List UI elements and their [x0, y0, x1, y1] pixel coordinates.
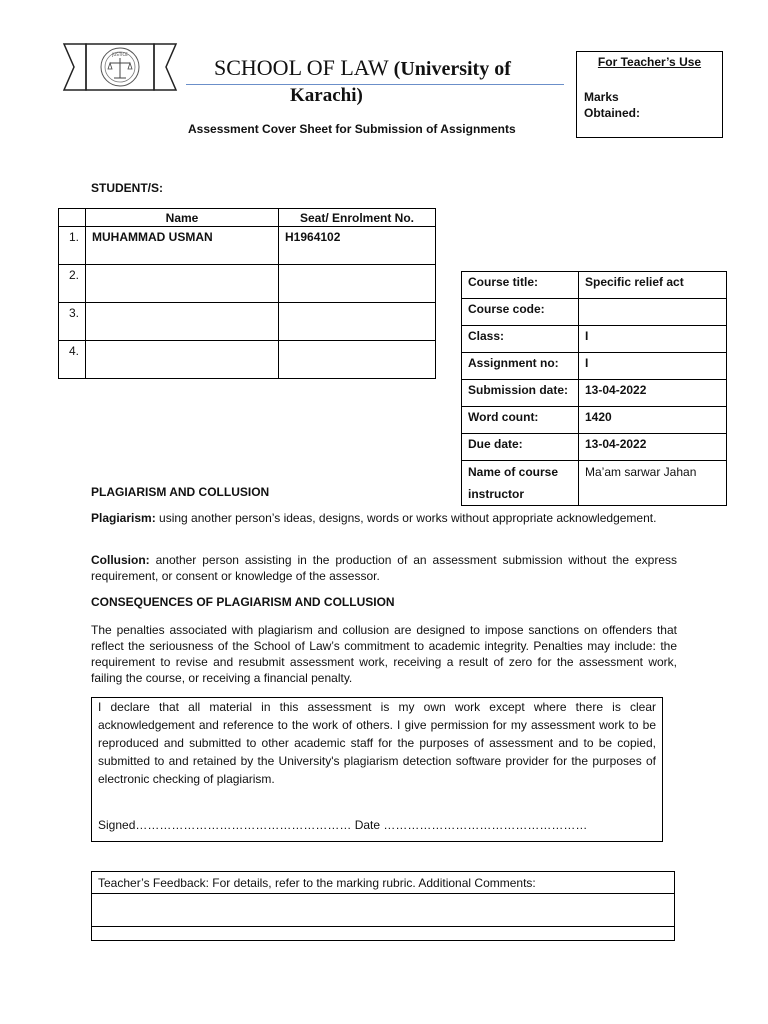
table-row [59, 227, 436, 265]
due-date-label: Due date: [462, 434, 579, 461]
plagiarism-text: using another person’s ideas, designs, words or works without appropriate acknowledgement. [155, 511, 657, 525]
assignment-no-label: Assignment no: [462, 353, 579, 380]
students-label: STUDENT/S: [91, 181, 163, 195]
collusion-term: Collusion: [91, 553, 150, 567]
col-header-seat: Seat/ Enrolment No. [279, 209, 436, 227]
submission-date-value[interactable]: 13-04-2022 [579, 380, 727, 407]
school-title: SCHOOL OF LAW (University of [214, 55, 511, 80]
teacher-use-box [576, 51, 723, 138]
table-row [59, 265, 436, 303]
row-number: 2. [59, 265, 86, 303]
student-name-field[interactable] [86, 265, 279, 303]
student-name-field[interactable]: MUHAMMAD USMAN [86, 227, 279, 265]
student-name-field[interactable] [86, 303, 279, 341]
feedback-input[interactable] [92, 894, 675, 927]
table-row [462, 353, 727, 380]
word-count-value[interactable]: 1420 [579, 407, 727, 434]
sheet-title: Assessment Cover Sheet for Submission of Assignments [188, 122, 516, 136]
table-row [462, 434, 727, 461]
feedback-input-extra[interactable] [92, 927, 675, 941]
marks-label: Marks [584, 90, 619, 104]
consequences-heading: CONSEQUENCES OF PLAGIARISM AND COLLUSION [91, 595, 395, 609]
student-name-field[interactable] [86, 341, 279, 379]
row-number: 1. [59, 227, 86, 265]
class-value[interactable]: I [579, 326, 727, 353]
table-row [59, 341, 436, 379]
row-number: 4. [59, 341, 86, 379]
table-row [92, 927, 675, 941]
school-title-line2: Karachi) [290, 85, 363, 106]
table-row [462, 407, 727, 434]
logo-text: JUSTICE [112, 52, 128, 57]
school-logo [60, 38, 180, 100]
obtained-label: Obtained: [584, 106, 640, 120]
course-info-table [461, 271, 727, 506]
feedback-table [91, 871, 675, 941]
table-row [92, 872, 675, 894]
instructor-label: Name of course instructor [462, 461, 579, 506]
col-header-name: Name [86, 209, 279, 227]
col-header-number [59, 209, 86, 227]
row-number: 3. [59, 303, 86, 341]
table-row [462, 272, 727, 299]
table-row [462, 326, 727, 353]
instructor-value[interactable]: Ma’am sarwar Jahan [579, 461, 727, 506]
seat-number-field[interactable] [279, 341, 436, 379]
consequences-text: The penalties associated with plagiarism and collusion are designed to impose sanctions on offenders that reflect the seriousness of the School of Law’s commitment to academic integrity. Penalties may include: the requirement to revise and resubmit assessment work, receiving a result of zero for the assessment work, failing the course, or receiving a financial penalty. [91, 623, 677, 685]
course-code-value[interactable] [579, 299, 727, 326]
table-row [92, 894, 675, 927]
assignment-no-value[interactable]: I [579, 353, 727, 380]
word-count-label: Word count: [462, 407, 579, 434]
students-table [58, 208, 436, 379]
signature-line[interactable]: Signed……………………………………………… Date …………………………………………… [98, 818, 588, 832]
class-label: Class: [462, 326, 579, 353]
due-date-value[interactable]: 13-04-2022 [579, 434, 727, 461]
table-row [59, 303, 436, 341]
course-code-label: Course code: [462, 299, 579, 326]
seat-number-field[interactable] [279, 265, 436, 303]
title-underline [186, 84, 564, 85]
course-title-label: Course title: [462, 272, 579, 299]
plagiarism-term: Plagiarism: [91, 511, 156, 525]
teacher-use-heading: For Teacher’s Use [597, 55, 702, 69]
plagiarism-definition [91, 510, 677, 526]
declaration-text: I declare that all material in this assessment is my own work except where there is clear acknowledgement and reference to the work of others. I give permission for my assessment work to be reproduced and submitted to other academic staff for the purposes of assessment and to be copied, submitted to and retained by the University's plagiarism detection software provider for the purposes of electronic checking of plagiarism. [98, 700, 656, 786]
feedback-label: Teacher’s Feedback: For details, refer to the marking rubric. Additional Comments: [92, 872, 675, 894]
plagiarism-heading: PLAGIARISM AND COLLUSION [91, 485, 270, 499]
students-header-row [59, 209, 436, 227]
submission-date-label: Submission date: [462, 380, 579, 407]
course-title-value[interactable]: Specific relief act [579, 272, 727, 299]
seat-number-field[interactable] [279, 303, 436, 341]
table-row [462, 380, 727, 407]
table-row [462, 299, 727, 326]
collusion-text: another person assisting in the production of an assessment submission without the express requirement, or consent or knowledge of the assessor. [91, 553, 677, 583]
seat-number-field[interactable]: H1964102 [279, 227, 436, 265]
collusion-definition [91, 552, 677, 584]
declaration-box [91, 697, 663, 842]
table-row [462, 461, 727, 506]
